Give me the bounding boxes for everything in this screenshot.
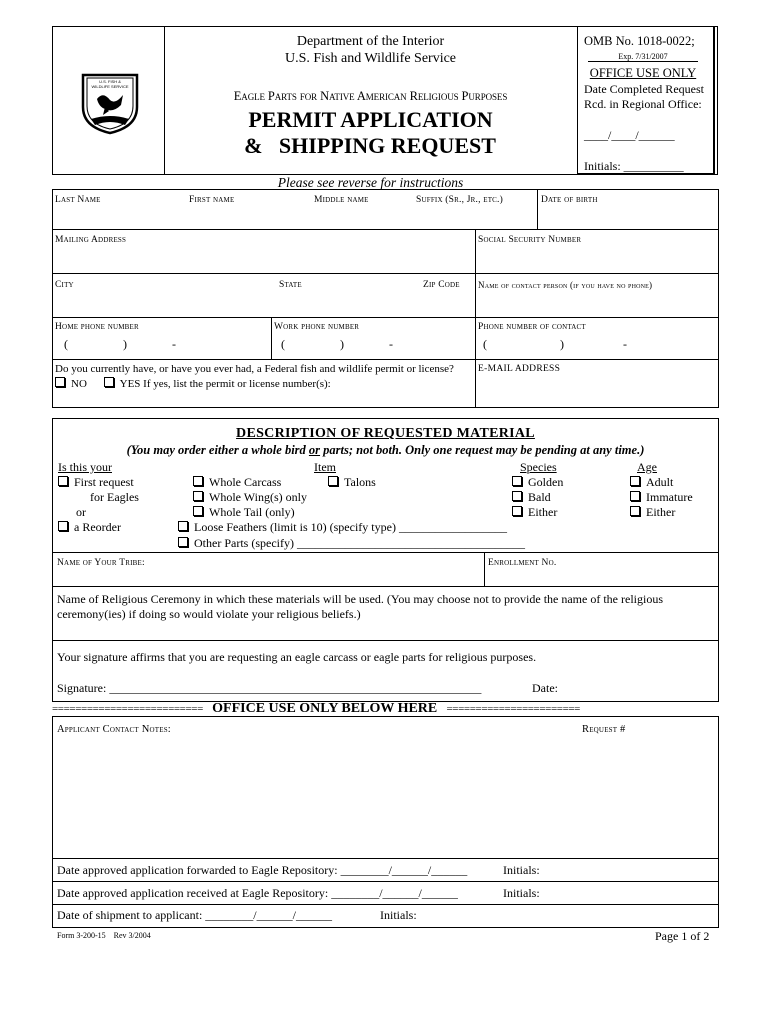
first-request-checkbox[interactable] — [58, 476, 68, 486]
permit-answer-row — [55, 377, 331, 390]
affirm-text: Your signature affirms that you are requesting an eagle carcass or eagle parts for religious purposes. — [57, 650, 537, 664]
ssn-field[interactable] — [476, 248, 718, 272]
row-divider — [52, 904, 719, 905]
row-divider — [52, 881, 719, 882]
either-age-label: Either — [646, 505, 676, 519]
col-species-header: Species — [520, 460, 557, 474]
middle-name-label: Middle name — [314, 195, 369, 205]
paren-close: ) — [560, 337, 564, 351]
service-title: U.S. Fish and Wildlife Service — [284, 51, 457, 66]
form-title-1: PERMIT APPLICATION — [248, 107, 493, 132]
reorder-checkbox[interactable] — [58, 521, 68, 531]
reverse-instructions: Please see reverse for instructions — [277, 175, 464, 190]
logo-text: U.S. FISH & WILDLIFE SERVICE — [91, 79, 129, 89]
signature-field[interactable]: Signature: ______________________________________________________________ — [57, 681, 482, 695]
forwarded-initials[interactable]: Initials: — [503, 863, 540, 877]
bald-label: Bald — [528, 490, 551, 504]
col-age-header: Age — [637, 460, 657, 474]
row-divider — [52, 317, 719, 318]
work-phone-field[interactable] — [281, 337, 471, 355]
contact-phone-label: Phone number of contact — [478, 322, 586, 332]
email-label: E-MAIL ADDRESS — [478, 364, 561, 374]
dob-field[interactable] — [538, 207, 718, 228]
material-heading: DESCRIPTION OF REQUESTED MATERIAL — [236, 426, 535, 441]
date-field[interactable]: Date: — [532, 681, 558, 695]
whole-tail-label: Whole Tail (only) — [209, 505, 295, 519]
banner-rule-right: ======================= — [446, 703, 580, 715]
talons-checkbox[interactable] — [328, 476, 338, 486]
received-date-field[interactable]: Date approved application received at Eagle Repository: ________/______/______ — [57, 886, 458, 900]
mailing-label: Mailing Address — [55, 235, 127, 245]
zip-label: Zip Code — [423, 280, 460, 290]
office-banner — [52, 700, 719, 717]
golden-label: Golden — [528, 475, 564, 489]
first-request-label: First request — [74, 475, 134, 489]
row-divider — [52, 640, 719, 641]
for-eagles-label: for Eagles — [90, 490, 139, 504]
whole-carcass-label: Whole Carcass — [209, 475, 282, 489]
either-age-option[interactable] — [630, 505, 675, 520]
form-subtitle: Eagle Parts for Native American Religious Purposes — [233, 89, 508, 103]
shipment-date-field[interactable]: Date of shipment to applicant: ________/______/______ — [57, 908, 332, 922]
reorder-label: a Reorder — [74, 520, 121, 534]
city-state-zip-field[interactable] — [53, 292, 474, 316]
form-number: Form 3-200-15 Rev 3/2004 — [57, 931, 151, 940]
dash: - — [623, 337, 627, 351]
dash: - — [389, 337, 393, 351]
col-divider — [271, 317, 272, 359]
dash: - — [172, 337, 176, 351]
immature-checkbox[interactable] — [630, 491, 640, 501]
row-divider — [52, 552, 719, 553]
page-number: Page 1 of 2 — [655, 929, 710, 943]
either-age-checkbox[interactable] — [630, 506, 640, 516]
office-initials-field[interactable]: Initials: __________ — [584, 159, 684, 173]
name-field[interactable] — [53, 207, 536, 228]
adult-label: Adult — [646, 475, 674, 489]
date-completed-label: Date Completed Request — [584, 82, 704, 96]
shipment-initials[interactable]: Initials: — [380, 908, 417, 922]
either-species-checkbox[interactable] — [512, 506, 522, 516]
state-label: State — [279, 280, 302, 290]
permit-question: Do you currently have, or have you ever had, a Federal fish and wildlife permit or license? — [55, 363, 454, 375]
reorder-option[interactable] — [58, 520, 121, 535]
note-or: or — [308, 443, 321, 457]
bald-option[interactable] — [512, 490, 551, 505]
either-species-option[interactable] — [512, 505, 557, 520]
enrollment-field[interactable] — [485, 568, 717, 585]
golden-option[interactable] — [512, 475, 563, 490]
col-item-header: Item — [314, 460, 336, 474]
loose-feathers-label: Loose Feathers (limit is 10) (specify type) __________________ — [194, 520, 507, 534]
paren-close: ) — [123, 337, 127, 351]
banner-rule-left: ========================== — [52, 703, 203, 715]
first-name-label: First name — [189, 195, 235, 205]
paren-open: ( — [281, 337, 285, 351]
whole-carcass-checkbox[interactable] — [193, 476, 203, 486]
whole-carcass-option[interactable] — [193, 475, 281, 490]
note-part-a: (You may order either a whole bird — [126, 443, 309, 457]
home-phone-label: Home phone number — [55, 322, 139, 332]
tribe-field[interactable] — [53, 568, 483, 585]
contact-notes-field[interactable] — [53, 740, 717, 856]
paren-close: ) — [340, 337, 344, 351]
omb-number: OMB No. 1018-0022; — [584, 34, 695, 48]
adult-option[interactable] — [630, 475, 673, 490]
email-field[interactable] — [476, 378, 718, 406]
contact-notes-label: Applicant Contact Notes: — [57, 724, 171, 735]
talons-label: Talons — [344, 475, 376, 489]
row-divider — [52, 858, 719, 859]
received-initials[interactable]: Initials: — [503, 886, 540, 900]
ssn-label: Social Security Number — [478, 235, 582, 245]
dept-title: Department of the Interior — [296, 34, 445, 49]
suffix-label: Suffix (Sr., Jr., etc.) — [416, 195, 503, 205]
whole-wings-checkbox[interactable] — [193, 491, 203, 501]
usfws-logo — [79, 69, 141, 135]
dob-label: Date of birth — [541, 195, 598, 205]
paren-open: ( — [483, 337, 487, 351]
either-species-label: Either — [528, 505, 558, 519]
row-divider — [52, 359, 719, 360]
row-divider — [52, 273, 719, 274]
immature-option[interactable] — [630, 490, 693, 505]
no-checkbox[interactable] — [55, 377, 65, 387]
office-date-field[interactable]: ____/____/______ — [584, 128, 675, 142]
material-note — [52, 443, 719, 458]
row-divider — [52, 586, 719, 587]
bald-checkbox[interactable] — [512, 491, 522, 501]
form-title-2: & SHIPPING REQUEST — [244, 133, 496, 158]
request-number-label: Request # — [582, 724, 626, 735]
other-parts-option[interactable] — [178, 536, 525, 551]
whole-wings-label: Whole Wing(s) only — [209, 490, 307, 504]
enrollment-label: Enrollment No. — [488, 558, 557, 568]
office-use-label: OFFICE USE ONLY — [589, 66, 697, 80]
contact-phone-field[interactable] — [483, 337, 713, 355]
golden-checkbox[interactable] — [512, 476, 522, 486]
expiration: Exp. 7/31/2007 — [588, 52, 698, 62]
paren-open: ( — [64, 337, 68, 351]
yes-checkbox[interactable] — [104, 377, 114, 387]
last-name-label: Last Name — [55, 195, 101, 205]
rcd-label: Rcd. in Regional Office: — [584, 97, 702, 111]
other-parts-checkbox[interactable] — [178, 537, 188, 547]
no-label: NO — [71, 378, 87, 390]
other-parts-label: Other Parts (specify) ______________________________________ — [194, 536, 525, 550]
yes-label: YES If yes, list the permit or license number(s): — [119, 378, 331, 390]
whole-tail-checkbox[interactable] — [193, 506, 203, 516]
col-this-header: Is this your — [58, 460, 112, 474]
home-phone-field[interactable] — [64, 337, 264, 355]
adult-checkbox[interactable] — [630, 476, 640, 486]
tribe-label: Name of Your Tribe: — [57, 558, 145, 568]
talons-option[interactable] — [328, 475, 376, 490]
note-part-b: parts; not both. Only one request may be pending at any time.) — [320, 443, 645, 457]
city-label: City — [55, 280, 74, 290]
contact-person-label: Name of contact person (if you have no phone) — [478, 280, 653, 290]
banner-title: OFFICE USE ONLY BELOW HERE — [212, 701, 438, 716]
or-label: or — [76, 505, 86, 519]
first-request-option[interactable] — [58, 475, 134, 490]
whole-tail-option[interactable] — [193, 505, 295, 520]
whole-wings-option[interactable] — [193, 490, 307, 505]
ceremony-text: Name of Religious Ceremony in which these materials will be used. (You may choose not to provide the name of the religious ceremony(ies) if doing so would violate your religious beliefs.) — [57, 592, 663, 621]
mailing-field[interactable] — [53, 248, 474, 272]
contact-person-field[interactable] — [476, 292, 718, 316]
row-divider — [52, 229, 719, 230]
immature-label: Immature — [646, 490, 693, 504]
loose-feathers-option[interactable] — [178, 520, 507, 535]
loose-feathers-checkbox[interactable] — [178, 521, 188, 531]
work-phone-label: Work phone number — [274, 322, 360, 332]
forwarded-date-field[interactable]: Date approved application forwarded to Eagle Repository: ________/______/______ — [57, 863, 468, 877]
